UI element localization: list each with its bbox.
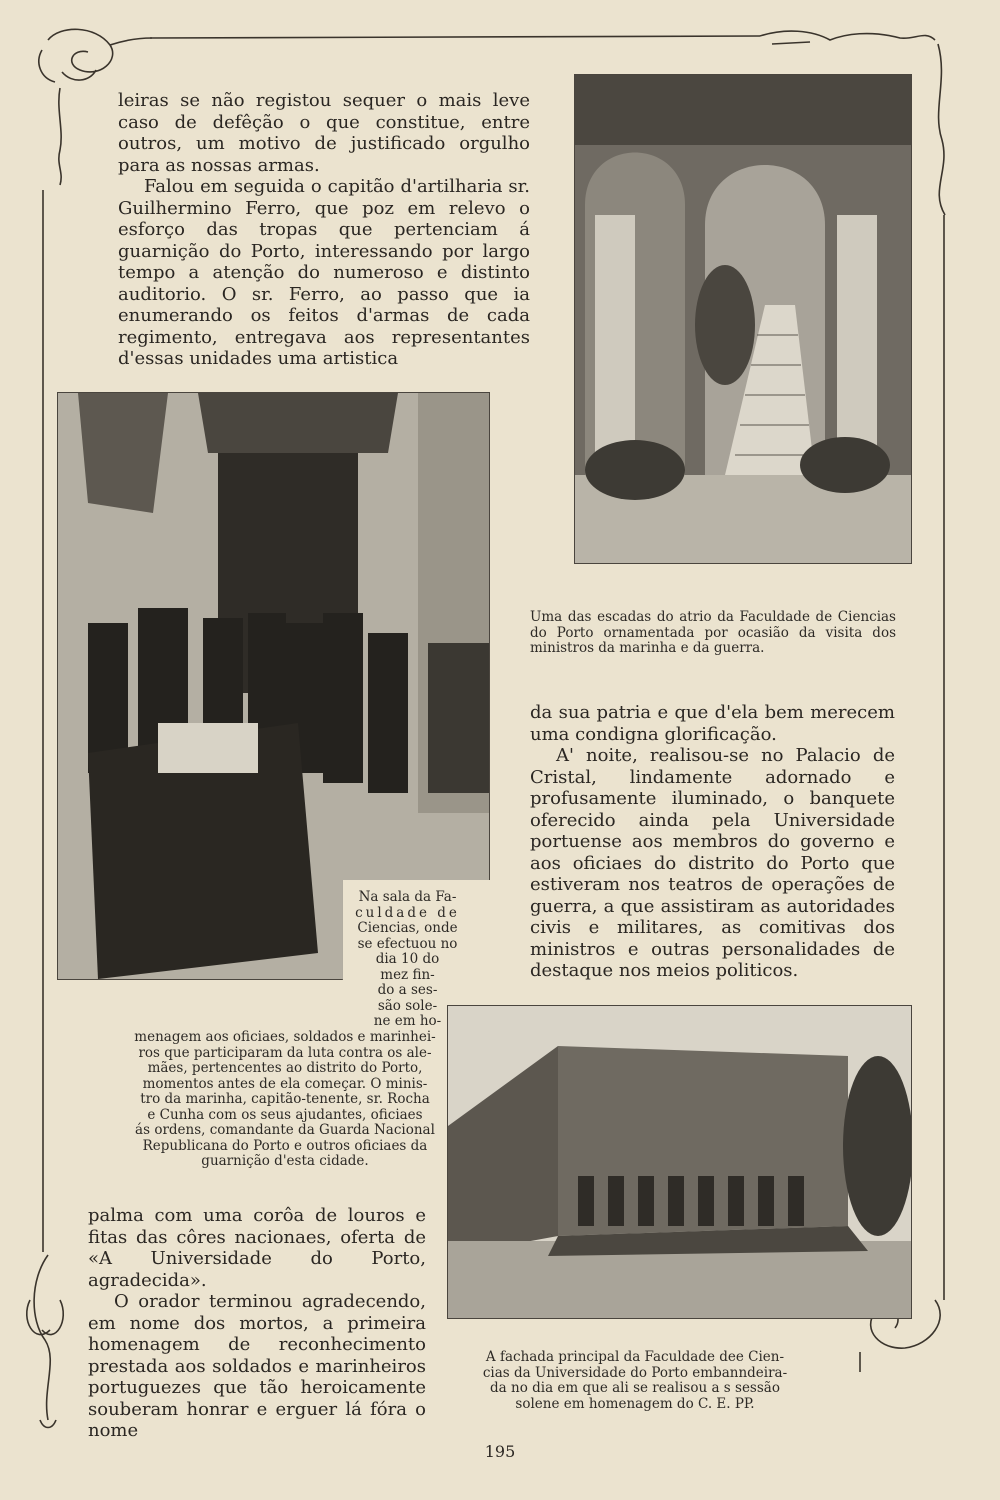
paragraph: A' noite, realisou-se no Palacio de Cristal, lindamente adornado e profusamente iluminado, o banquete oferecido ainda pela Universidade portuense aos membros do governo e aos oficiaes do distrito do Porto que estiveram nos teatros de operações de guerra, a que assistiram as autoridades civis e militares, as comitivas dos ministros e outras personalidades de destaque nos meios politicos.	[530, 745, 895, 981]
paragraph: O orador terminou agradecendo, em nome dos mortos, a primeira homenagem de reconhecimento prestada aos soldados e marinheiros portuguezes que tão heroicamente souberam honrar e erguer lá fóra o nome	[88, 1291, 426, 1441]
hall-caption-bottom: menagem aos oficiaes, soldados e marinhei- ros que participaram da luta contra os ale- mães, pertencentes ao distrito do Porto, momentos antes de ela começar. O minis- tro da marinha, capitão-tenente, sr. Rocha e Cunha com os seus ajudantes, oficiaes ás ordens, comandante da Guarda Nacional Republicana do Porto e outros oficiaes da guarnição d'esta cidade.	[134, 1029, 436, 1169]
article-text-top-left	[118, 90, 530, 370]
hall-caption-side: Na sala da Fa- culdade de Ciencias, onde se efectuou no dia 10 do mez fin- do a ses- são sole- ne em ho-	[355, 889, 460, 1029]
paragraph: da sua patria e que d'ela bem merecem uma condigna glorificação.	[530, 702, 895, 745]
article-text-middle-right	[530, 702, 895, 982]
paragraph: Falou em seguida o capitão d'artilharia sr. Guilhermino Ferro, que poz em relevo o esforço das tropas que pertenciam á guarnição do Porto, interessando por largo tempo a atenção do numeroso e distinto auditorio. O sr. Ferro, ao passo que ia enumerando os feitos d'armas de cada regimento, entregava aos representantes d'essas unidades uma artistica	[118, 176, 530, 369]
staircase-photo	[574, 74, 912, 564]
facade-caption: A fachada principal da Faculdade dee Cien- cias da Universidade do Porto embanndeira- da no dia em que ali se realisou a s sessão solene em homenagem do C. E. PP.	[482, 1349, 788, 1412]
article-text-bottom-left	[88, 1205, 426, 1442]
page-number: 195	[484, 1442, 516, 1461]
facade-photo	[447, 1005, 912, 1319]
staircase-caption: Uma das escadas do atrio da Faculdade de Ciencias do Porto ornamentada por ocasião da visita dos ministros da marinha e da guerra.	[530, 609, 896, 656]
paragraph: palma com uma corôa de louros e fitas das côres nacionaes, oferta de «A Universidade do Porto, agradecida».	[88, 1205, 426, 1291]
paragraph: leiras se não registou sequer o mais leve caso de defêção o que constitue, entre outros, um motivo de justificado orgulho para as nossas armas.	[118, 90, 530, 176]
